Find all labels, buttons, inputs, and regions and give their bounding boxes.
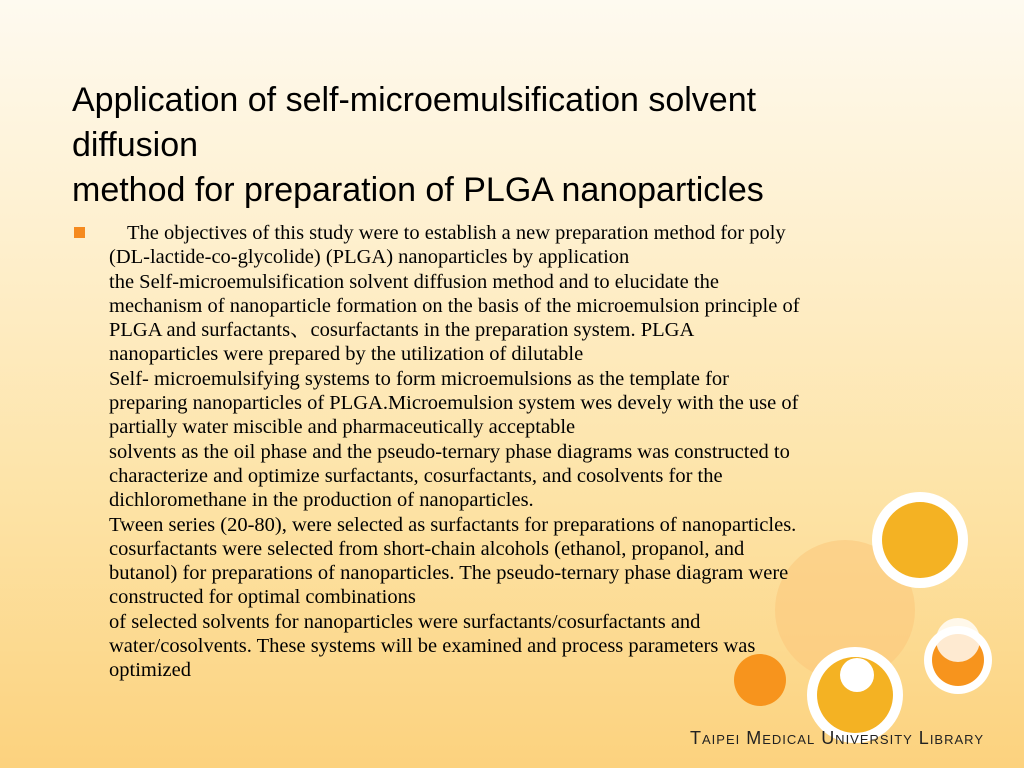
body-line: the Self-microemulsification solvent diffusion method and to elucidate the bbox=[109, 270, 719, 293]
body-line: Tween series (20-80), were selected as surfactants for preparations of nanoparticles. bbox=[109, 513, 797, 536]
body-line: nanoparticles were prepared by the utilization of dilutable bbox=[109, 343, 584, 366]
body-line: PLGA and surfactants、cosurfactants in the preparation system. PLGA bbox=[109, 319, 695, 342]
body-line: water/cosolvents. These systems will be examined and process parameters was bbox=[109, 635, 756, 658]
body-line: solvents as the oil phase and the pseudo-ternary phase diagrams was constructed to bbox=[109, 440, 790, 463]
body-line: characterize and optimize surfactants, cosurfactants, and cosolvents for the bbox=[109, 464, 723, 487]
slide-title bbox=[72, 78, 972, 213]
footer-text: Taipei Medical University Library bbox=[690, 728, 984, 748]
title-line: Application of self-microemulsification solvent bbox=[72, 81, 757, 119]
footer-library-name bbox=[0, 728, 984, 749]
body-line: butanol) for preparations of nanoparticles. The pseudo-ternary phase diagram were bbox=[109, 562, 789, 585]
square-bullet-icon bbox=[74, 227, 85, 238]
body-line: dichloromethane in the production of nanoparticles. bbox=[109, 489, 534, 512]
title-line: diffusion bbox=[72, 126, 199, 164]
body-line: mechanism of nanoparticle formation on the basis of the microemulsion principle of bbox=[109, 294, 800, 317]
title-line: method for preparation of PLGA nanoparticles bbox=[72, 171, 764, 209]
bullet-item bbox=[72, 221, 982, 683]
body-line: optimized bbox=[109, 659, 191, 682]
body-line: of selected solvents for nanoparticles were surfactants/cosurfactants and bbox=[109, 610, 701, 633]
body-line: (DL-lactide-co-glycolide) (PLGA) nanoparticles by application bbox=[109, 246, 630, 269]
body-line: cosurfactants were selected from short-chain alcohols (ethanol, propanol, and bbox=[109, 537, 745, 560]
body-line: preparing nanoparticles of PLGA.Microemulsion system wes devely with the use of bbox=[109, 392, 799, 415]
body-line: constructed for optimal combinations bbox=[109, 586, 416, 609]
body-line: The objectives of this study were to establish a new preparation method for poly bbox=[127, 222, 786, 244]
body-paragraph bbox=[109, 221, 982, 683]
body-line: Self- microemulsifying systems to form microemulsions as the template for bbox=[109, 367, 730, 390]
body-line: partially water miscible and pharmaceutically acceptable bbox=[109, 416, 576, 439]
